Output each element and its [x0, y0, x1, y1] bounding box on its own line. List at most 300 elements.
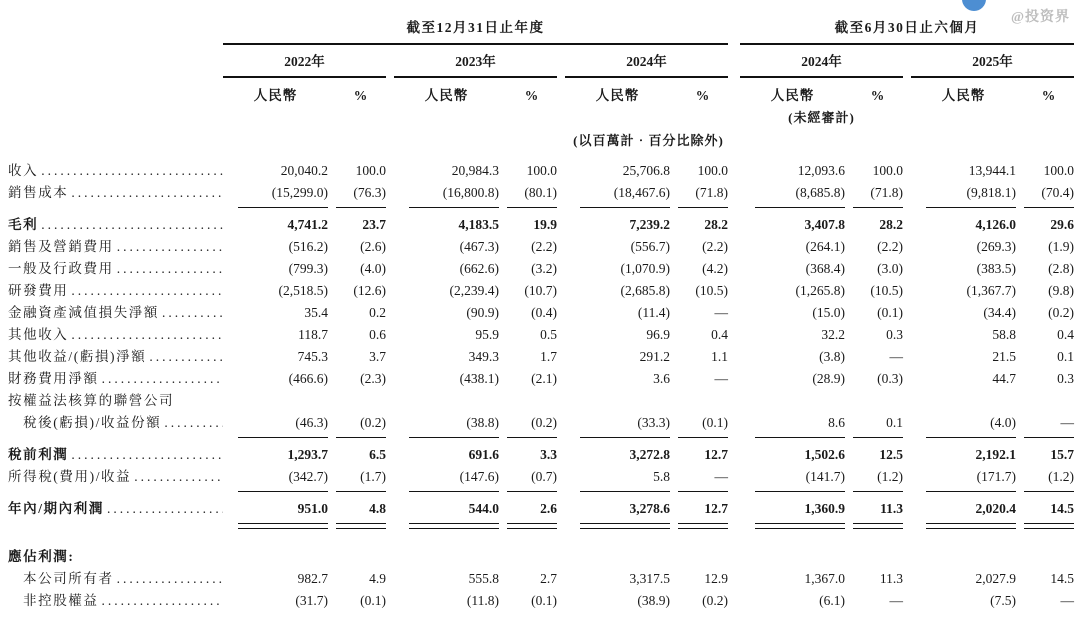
table-rule [238, 523, 328, 529]
percent-label: % [1041, 88, 1057, 103]
unaudited-note: (未經審計) [788, 110, 855, 125]
rmb-value: (4.0) [990, 415, 1016, 430]
pct-value: 29.6 [1050, 217, 1074, 232]
row-label [8, 346, 223, 368]
rmb-value: (11.8) [466, 593, 499, 608]
row-label-text: 銷售成本 [8, 185, 69, 200]
rmb-value: (662.6) [459, 261, 499, 276]
rmb-value: 3,317.5 [629, 571, 670, 586]
row-label-text: 銷售及營銷費用 [8, 239, 114, 254]
rmb-value: 25,706.8 [622, 163, 670, 178]
pct-value: 28.2 [704, 217, 728, 232]
table-row [8, 590, 1080, 612]
rmb-value: (2,518.5) [278, 283, 328, 298]
rmb-value: 21.5 [992, 349, 1016, 364]
row-label-text: 一般及行政費用 [8, 261, 114, 276]
pct-value: 11.3 [880, 501, 903, 516]
pct-value: — [1060, 415, 1074, 430]
rmb-value: 4,126.0 [975, 217, 1016, 232]
dot-leader [117, 258, 223, 280]
rmb-value: (383.5) [976, 261, 1016, 276]
pct-value: 15.7 [1050, 447, 1074, 462]
rmb-value: 1,293.7 [287, 447, 328, 462]
row-label-text: 財務費用淨額 [8, 371, 99, 386]
table-row [8, 214, 1080, 236]
year-header-row [8, 50, 1080, 74]
row-label-text: 其他收入 [8, 327, 69, 342]
year-2023: 2023年 [455, 54, 496, 69]
percent-label: % [353, 88, 369, 103]
blue-dot-icon [962, 0, 986, 11]
table-rule [580, 207, 670, 208]
dot-leader [41, 160, 223, 182]
subheader-row [8, 84, 1080, 108]
rmb-value: 4,741.2 [287, 217, 328, 232]
rmb-value: 745.3 [297, 349, 328, 364]
table-rule [678, 491, 728, 492]
watermark: @投资界 [1010, 10, 1070, 25]
pct-value: 6.5 [369, 447, 386, 462]
pct-value: (3.2) [531, 261, 557, 276]
pct-value: (76.3) [353, 185, 386, 200]
table-rule [507, 207, 557, 208]
row-label-text: 研發費用 [8, 283, 69, 298]
pct-value: (0.1) [702, 415, 728, 430]
rmb-value: (516.2) [288, 239, 328, 254]
rmb-value: (1,070.9) [620, 261, 670, 276]
dot-leader [102, 368, 223, 390]
table-rule [853, 437, 903, 438]
table-row [8, 546, 1080, 568]
dot-leader [134, 466, 223, 488]
row-label-text: 應佔利潤: [8, 549, 75, 564]
table-rule [336, 207, 386, 208]
table-rule [755, 207, 845, 208]
pct-value: 2.7 [540, 571, 557, 586]
table-rule [580, 491, 670, 492]
rmb-value: (2,239.4) [449, 283, 499, 298]
rmb-value: 544.0 [468, 501, 499, 516]
row-label [8, 214, 223, 236]
pct-value: 100.0 [697, 163, 728, 178]
rmb-value: (90.9) [466, 305, 499, 320]
table-rule [336, 437, 386, 438]
rmb-value: (46.3) [295, 415, 328, 430]
table-rule [740, 76, 903, 78]
rmb-value: 3,407.8 [804, 217, 845, 232]
dot-leader [107, 498, 223, 520]
table-row [8, 466, 1080, 488]
row-label [8, 258, 223, 280]
pct-value: (80.1) [524, 185, 557, 200]
table-rule [409, 437, 499, 438]
table-rule [1024, 523, 1074, 529]
rmb-value: (2,685.8) [620, 283, 670, 298]
units-note-row [8, 128, 1080, 154]
rmb-value: (8,685.8) [795, 185, 845, 200]
table-row [8, 182, 1080, 204]
table-rule [507, 523, 557, 529]
pct-value: — [714, 469, 728, 484]
pct-value: 23.7 [362, 217, 386, 232]
table-rule-row [8, 488, 1080, 498]
rmb-value: 691.6 [468, 447, 499, 462]
table-row [8, 280, 1080, 302]
rmb-value: (6.1) [819, 593, 845, 608]
row-label [8, 182, 223, 204]
rmb-value: 20,984.3 [451, 163, 499, 178]
rmb-value: 1,360.9 [804, 501, 845, 516]
rmb-value: (3.8) [819, 349, 845, 364]
rmb-value: 2,020.4 [975, 501, 1016, 516]
table-rule [336, 491, 386, 492]
rmb-value: 96.9 [646, 327, 670, 342]
table-row [8, 258, 1080, 280]
pct-value: (0.1) [877, 305, 903, 320]
pct-value: 12.7 [704, 501, 728, 516]
rmb-value: 2,027.9 [975, 571, 1016, 586]
table-rule [507, 437, 557, 438]
row-label [8, 390, 223, 412]
pct-value: — [1060, 593, 1074, 608]
table-rule [853, 207, 903, 208]
pct-value: 14.5 [1050, 501, 1074, 516]
rmb-value: (9,818.1) [966, 185, 1016, 200]
pct-value: (10.5) [695, 283, 728, 298]
rmb-value: 3,272.8 [629, 447, 670, 462]
row-label-text: 稅前利潤 [8, 447, 69, 462]
table-rule [1024, 207, 1074, 208]
pct-value: (0.7) [531, 469, 557, 484]
table-rule [409, 491, 499, 492]
pct-value: (1.2) [1048, 469, 1074, 484]
pct-value: (0.2) [531, 415, 557, 430]
row-label [8, 324, 223, 346]
table-row [8, 390, 1080, 412]
pct-value: 100.0 [1043, 163, 1074, 178]
table-rule [580, 437, 670, 438]
pct-value: (4.2) [702, 261, 728, 276]
rmb-value: (438.1) [459, 371, 499, 386]
rmb-value: 44.7 [992, 371, 1016, 386]
percent-label: % [524, 88, 540, 103]
year-2024-interim: 2024年 [801, 54, 842, 69]
row-label [8, 546, 223, 568]
pct-value: (10.5) [870, 283, 903, 298]
table-rule [238, 437, 328, 438]
dot-leader [71, 444, 223, 466]
pct-value: 0.1 [886, 415, 903, 430]
pct-value: (2.6) [360, 239, 386, 254]
rmb-value: 555.8 [468, 571, 499, 586]
table-row [8, 346, 1080, 368]
rmb-value: 32.2 [821, 327, 845, 342]
table-rule [926, 437, 1016, 438]
rmb-value: (33.3) [637, 415, 670, 430]
table-rule [565, 76, 728, 78]
pct-value: (0.4) [531, 305, 557, 320]
table-rule [853, 523, 903, 529]
table-rule [1024, 437, 1074, 438]
table-row [8, 498, 1080, 520]
row-label [8, 236, 223, 258]
table-row [8, 236, 1080, 258]
pct-value: (2.3) [360, 371, 386, 386]
rmb-value: 1,502.6 [804, 447, 845, 462]
pct-value: 14.5 [1050, 571, 1074, 586]
pct-value: — [714, 371, 728, 386]
row-label [8, 498, 223, 520]
rmb-value: (141.7) [805, 469, 845, 484]
rmb-value: 95.9 [475, 327, 499, 342]
pct-value: 0.2 [369, 305, 386, 320]
pct-value: 4.9 [369, 571, 386, 586]
rmb-value: 1,367.0 [804, 571, 845, 586]
pct-value: 3.7 [369, 349, 386, 364]
pct-value: 12.9 [704, 571, 728, 586]
dot-leader [71, 280, 223, 302]
pct-value: (2.1) [531, 371, 557, 386]
pct-value: 1.1 [711, 349, 728, 364]
rmb-value: (11.4) [637, 305, 670, 320]
pct-value: (1.7) [360, 469, 386, 484]
dot-leader [71, 182, 223, 204]
rmb-value: (368.4) [805, 261, 845, 276]
table-rule [678, 437, 728, 438]
pct-value: (0.2) [360, 415, 386, 430]
currency-label: 人民幣 [770, 88, 815, 103]
pct-value: — [889, 349, 903, 364]
table-row [8, 568, 1080, 590]
table-row [8, 444, 1080, 466]
percent-label: % [870, 88, 886, 103]
rmb-value: (1,367.7) [966, 283, 1016, 298]
row-label-text: 其他收益/(虧損)淨額 [8, 349, 147, 364]
row-label [8, 368, 223, 390]
rmb-value: (38.9) [637, 593, 670, 608]
table-rule [409, 523, 499, 529]
rmb-value: 4,183.5 [458, 217, 499, 232]
pct-value: (12.6) [353, 283, 386, 298]
pct-value: 19.9 [533, 217, 557, 232]
rmb-value: (171.7) [976, 469, 1016, 484]
rmb-value: (7.5) [990, 593, 1016, 608]
pct-value: (0.2) [702, 593, 728, 608]
rmb-value: 20,040.2 [280, 163, 328, 178]
row-label [8, 280, 223, 302]
table-row [8, 412, 1080, 434]
dot-leader [117, 236, 223, 258]
table-rule [755, 491, 845, 492]
row-label [8, 568, 223, 590]
pct-value: 0.6 [369, 327, 386, 342]
rmb-value: (34.4) [983, 305, 1016, 320]
year-2022: 2022年 [284, 54, 325, 69]
currency-label: 人民幣 [424, 88, 469, 103]
period-group-interim: 截至6月30日止六個月 [834, 20, 980, 35]
row-label-text: 非控股權益 [23, 593, 99, 608]
row-label-text: 按權益法核算的聯營公司 [8, 393, 175, 408]
table-rule [926, 491, 1016, 492]
period-group-annual: 截至12月31日止年度 [406, 20, 545, 35]
rmb-value: 349.3 [468, 349, 499, 364]
year-2025-interim: 2025年 [972, 54, 1013, 69]
period-group-row [8, 16, 1080, 40]
unaudited-note-row [8, 108, 1080, 128]
table-rule [223, 43, 728, 45]
pct-value: 28.2 [879, 217, 903, 232]
rmb-value: 58.8 [992, 327, 1016, 342]
rmb-value: (28.9) [812, 371, 845, 386]
row-label [8, 590, 223, 612]
pct-value: 0.4 [711, 327, 728, 342]
pct-value: (9.8) [1048, 283, 1074, 298]
currency-label: 人民幣 [941, 88, 986, 103]
year-rules [8, 74, 1080, 84]
rmb-value: (15.0) [812, 305, 845, 320]
pct-value: (0.3) [877, 371, 903, 386]
table-rule [678, 207, 728, 208]
pct-value: 0.4 [1057, 327, 1074, 342]
row-label [8, 412, 223, 434]
row-label [8, 444, 223, 466]
pct-value: 0.1 [1057, 349, 1074, 364]
rmb-value: (556.7) [630, 239, 670, 254]
pct-value: (0.2) [1048, 305, 1074, 320]
pct-value: 3.3 [540, 447, 557, 462]
year-2024: 2024年 [626, 54, 667, 69]
pct-value: 2.6 [540, 501, 557, 516]
rmb-value: 291.2 [639, 349, 670, 364]
row-label-text: 收入 [8, 163, 39, 178]
pct-value: 100.0 [355, 163, 386, 178]
dot-leader [41, 214, 223, 236]
units-note: (以百萬計‧百分比除外) [573, 133, 724, 148]
table-row [8, 302, 1080, 324]
table-rule [223, 76, 386, 78]
currency-label: 人民幣 [595, 88, 640, 103]
pct-value: (3.0) [877, 261, 903, 276]
pct-value: (71.8) [695, 185, 728, 200]
pct-value: (1.2) [877, 469, 903, 484]
table-row [8, 160, 1080, 182]
rmb-value: 982.7 [297, 571, 328, 586]
table-rule [755, 523, 845, 529]
section-spacer [8, 530, 1080, 546]
row-label-text: 金融資產減值損失淨額 [8, 305, 159, 320]
pct-value: 4.8 [369, 501, 386, 516]
table-rule [409, 207, 499, 208]
pct-value: — [889, 593, 903, 608]
table-rule [394, 76, 557, 78]
row-label-text: 毛利 [8, 217, 39, 232]
pct-value: (0.1) [531, 593, 557, 608]
rmb-value: 7,239.2 [629, 217, 670, 232]
pct-value: (4.0) [360, 261, 386, 276]
pct-value: 100.0 [872, 163, 903, 178]
pct-value: (71.8) [870, 185, 903, 200]
table-rule-row [8, 520, 1080, 530]
pct-value: (1.9) [1048, 239, 1074, 254]
row-label-text: 稅後(虧損)/收益份額 [23, 415, 162, 430]
pct-value: 100.0 [526, 163, 557, 178]
dot-leader [71, 324, 223, 346]
pct-value: (2.8) [1048, 261, 1074, 276]
pct-value: 0.3 [886, 327, 903, 342]
table-rule [853, 491, 903, 492]
rmb-value: 951.0 [297, 501, 328, 516]
row-label-text: 所得稅(費用)/收益 [8, 469, 132, 484]
pct-value: 0.3 [1057, 371, 1074, 386]
dot-leader [162, 302, 223, 324]
pct-value: — [714, 305, 728, 320]
pct-value: (70.4) [1041, 185, 1074, 200]
table-rule [238, 207, 328, 208]
currency-label: 人民幣 [253, 88, 298, 103]
rmb-value: (342.7) [288, 469, 328, 484]
pct-value: (2.2) [877, 239, 903, 254]
table-rule-row [8, 204, 1080, 214]
table-rule [238, 491, 328, 492]
pct-value: 11.3 [879, 571, 903, 586]
rmb-value: (466.6) [288, 371, 328, 386]
pct-value: 0.5 [540, 327, 557, 342]
table-rule [580, 523, 670, 529]
dot-leader [164, 412, 223, 434]
table-rule [1024, 491, 1074, 492]
rmb-value: 12,093.6 [797, 163, 845, 178]
rmb-value: 2,192.1 [975, 447, 1016, 462]
rmb-value: (31.7) [295, 593, 328, 608]
pct-value: (2.2) [531, 239, 557, 254]
rmb-value: (18,467.6) [613, 185, 670, 200]
table-rule [926, 523, 1016, 529]
row-label [8, 160, 223, 182]
rmb-value: (264.1) [805, 239, 845, 254]
table-rule [926, 207, 1016, 208]
pct-value: 12.5 [879, 447, 903, 462]
dot-leader [117, 568, 223, 590]
table-rule [336, 523, 386, 529]
table-row [8, 368, 1080, 390]
row-label [8, 466, 223, 488]
pct-value: 1.7 [540, 349, 557, 364]
rmb-value: 5.8 [653, 469, 670, 484]
rmb-value: (15,299.0) [271, 185, 328, 200]
pct-value: (2.2) [702, 239, 728, 254]
table-row [8, 324, 1080, 346]
row-label-text: 年內/期內利潤 [8, 501, 104, 516]
table-body [8, 160, 1080, 612]
rmb-value: (16,800.8) [442, 185, 499, 200]
table-rule [740, 43, 1074, 45]
rmb-value: (1,265.8) [795, 283, 845, 298]
rmb-value: (467.3) [459, 239, 499, 254]
table-rule [755, 437, 845, 438]
pct-value: (0.1) [360, 593, 386, 608]
rmb-value: (38.8) [466, 415, 499, 430]
table-rule [911, 76, 1074, 78]
rmb-value: 3.6 [653, 371, 670, 386]
financial-table [8, 16, 1080, 612]
pct-value: 12.7 [704, 447, 728, 462]
percent-label: % [695, 88, 711, 103]
row-label [8, 302, 223, 324]
rmb-value: (147.6) [459, 469, 499, 484]
table-rule [678, 523, 728, 529]
table-rule-row [8, 434, 1080, 444]
rmb-value: 35.4 [304, 305, 328, 320]
